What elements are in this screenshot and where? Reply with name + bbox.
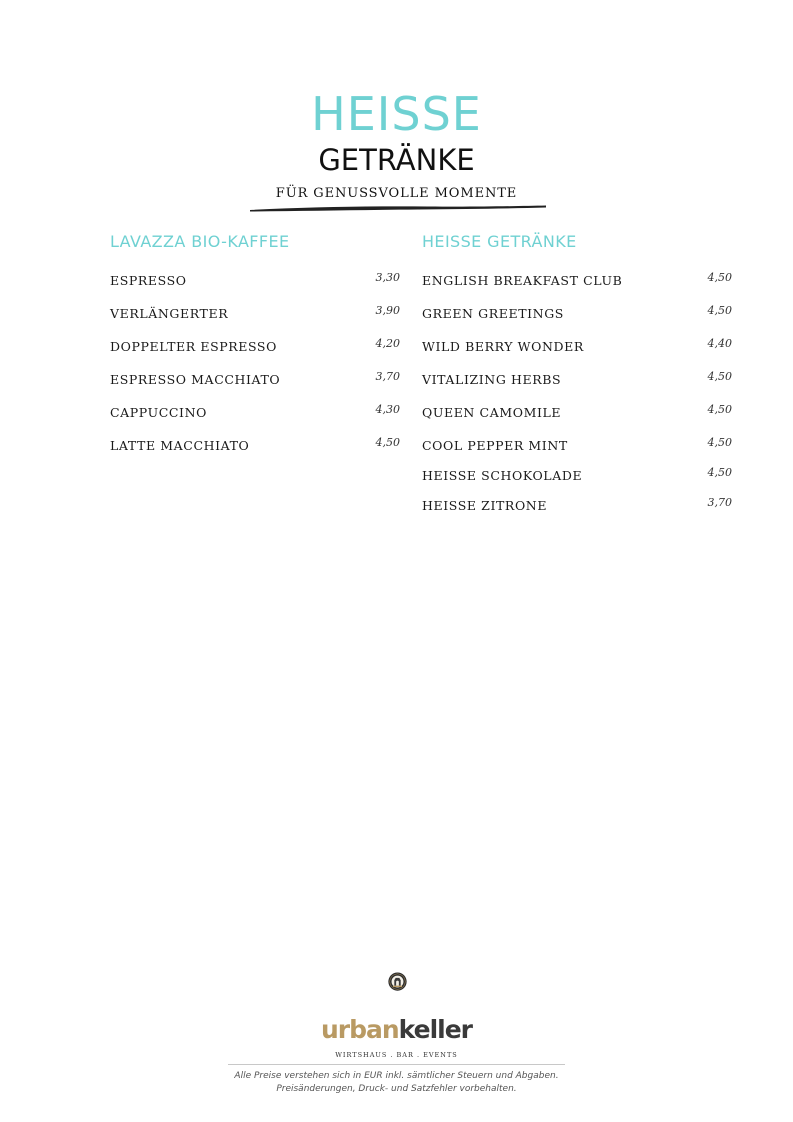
logo-word-urban: urban: [320, 1015, 399, 1044]
menu-item: [422, 466, 732, 496]
item-name: ESPRESSO MACCHIATO: [110, 372, 281, 387]
section-heisse-getraenke: [422, 230, 732, 526]
section-heading: LAVAZZA BIO-KAFFEE: [110, 232, 290, 251]
logo-wordmark: [0, 1016, 793, 1044]
menu-item: [110, 337, 400, 370]
item-name: LATTE MACCHIATO: [110, 438, 250, 453]
item-name: WILD BERRY WONDER: [422, 339, 584, 354]
item-name: DOPPELTER ESPRESSO: [110, 339, 277, 354]
item-price: 4,50: [707, 304, 732, 317]
footer-line-1: Alle Preise verstehen sich in EUR inkl. sämtlicher Steuern und Abgaben.: [234, 1071, 559, 1081]
tagline: FÜR GENUSSVOLLE MOMENTE: [275, 186, 518, 201]
menu-item: [422, 337, 732, 370]
menu-item: [422, 271, 732, 304]
item-price: 3,70: [375, 370, 400, 383]
brush-stroke-divider: [248, 204, 548, 212]
item-price: 4,40: [707, 337, 732, 350]
item-price: 4,50: [707, 271, 732, 284]
item-price: 4,50: [707, 370, 732, 383]
item-name: VERLÄNGERTER: [110, 306, 229, 321]
page-subtitle: GETRÄNKE: [318, 143, 475, 177]
item-name: HEISSE ZITRONE: [422, 498, 548, 513]
menu-item: [110, 370, 400, 403]
item-price: 3,70: [707, 496, 732, 509]
logo-word-keller: keller: [398, 1015, 473, 1044]
menu-item: [110, 271, 400, 304]
item-name: QUEEN CAMOMILE: [422, 405, 562, 420]
item-name: ESPRESSO: [110, 273, 187, 288]
logo-subline: WIRTSHAUS . BAR . EVENTS: [335, 1051, 458, 1059]
menu-item: [110, 436, 400, 469]
item-price: 4,50: [707, 403, 732, 416]
item-name: GREEN GREETINGS: [422, 306, 564, 321]
menu-item: [422, 436, 732, 466]
menu-item: [422, 403, 732, 436]
footer-divider: [228, 1064, 565, 1065]
item-price: 3,90: [375, 304, 400, 317]
item-price: 4,50: [707, 436, 732, 449]
menu-item: [110, 403, 400, 436]
menu-item: [110, 304, 400, 337]
menu-item: [422, 370, 732, 403]
section-lavazza: [110, 230, 400, 469]
item-price: 4,20: [375, 337, 400, 350]
footer-line-2: Preisänderungen, Druck- und Satzfehler vorbehalten.: [276, 1084, 517, 1094]
urban-keller-seal-icon: [330, 972, 465, 1014]
item-name: ENGLISH BREAKFAST CLUB: [422, 273, 623, 288]
item-price: 4,50: [375, 436, 400, 449]
menu-item: [422, 304, 732, 337]
section-heading: HEISSE GETRÄNKE: [422, 232, 577, 251]
item-price: 3,30: [375, 271, 400, 284]
menu-item: [422, 496, 732, 526]
item-price: 4,50: [707, 466, 732, 479]
page-title: HEISSE: [311, 87, 482, 141]
item-name: HEISSE SCHOKOLADE: [422, 468, 583, 483]
item-name: VITALIZING HERBS: [422, 372, 562, 387]
item-name: CAPPUCCINO: [110, 405, 207, 420]
item-price: 4,30: [375, 403, 400, 416]
footer-note: [0, 1070, 793, 1096]
item-name: COOL PEPPER MINT: [422, 438, 568, 453]
